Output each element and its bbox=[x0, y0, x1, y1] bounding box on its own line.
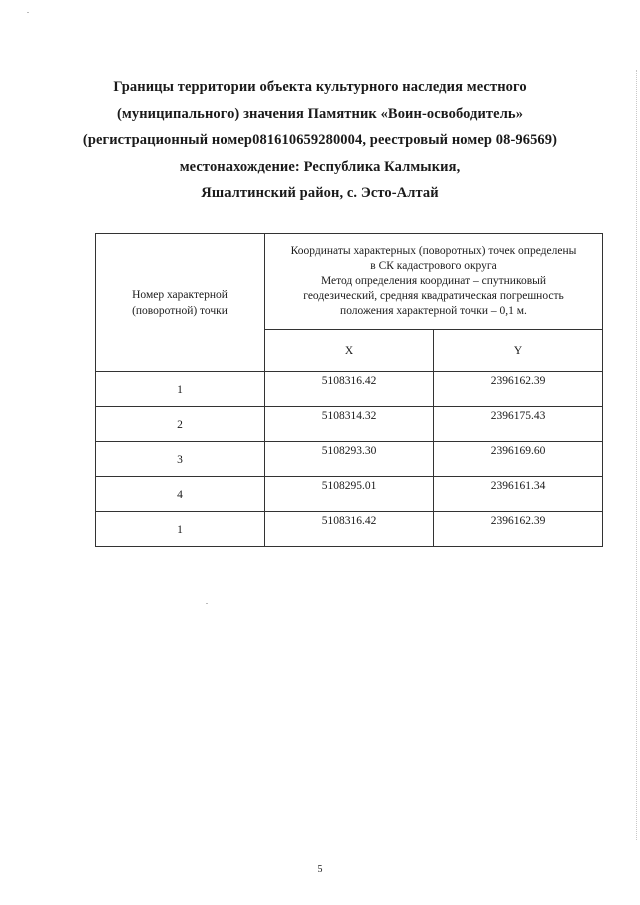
point-number: 1 bbox=[96, 512, 265, 547]
coordinates-description-header bbox=[265, 234, 603, 330]
point-number: 3 bbox=[96, 442, 265, 477]
table-row bbox=[96, 477, 603, 512]
point-number: 2 bbox=[96, 407, 265, 442]
x-coordinate: 5108314.32 bbox=[265, 407, 434, 442]
scan-speck bbox=[206, 603, 208, 604]
table-header-row bbox=[96, 234, 603, 330]
heading-line: (муниципального) значения Памятник «Воин-освободитель» bbox=[116, 105, 524, 122]
header-line: в СК кадастрового округа bbox=[370, 260, 497, 272]
heading-line: Границы территории объекта культурного наследия местного bbox=[113, 79, 527, 95]
y-coordinate: 2396162.39 bbox=[434, 512, 603, 547]
page-number: 5 bbox=[317, 864, 323, 875]
heading-line: (регистрационный номер081610659280004, реестровый номер 08-96569) bbox=[82, 132, 558, 148]
y-coordinate: 2396175.43 bbox=[434, 407, 603, 442]
header-line: Метод определения координат – спутниковый bbox=[320, 275, 547, 287]
document-heading bbox=[60, 74, 580, 207]
header-line: геодезический, средняя квадратическая погрешность bbox=[303, 290, 564, 302]
header-line: Координаты характерных (поворотных) точек определены bbox=[290, 245, 577, 257]
scan-speck bbox=[27, 12, 29, 13]
header-line: Номер характерной bbox=[132, 288, 228, 301]
point-number-header bbox=[96, 234, 265, 372]
x-coordinate: 5108316.42 bbox=[265, 372, 434, 407]
y-coordinate: 2396161.34 bbox=[434, 477, 603, 512]
table-row bbox=[96, 512, 603, 547]
x-coordinate: 5108295.01 bbox=[265, 477, 434, 512]
x-coordinate: 5108316.42 bbox=[265, 512, 434, 547]
header-line: (поворотной) точки bbox=[132, 304, 228, 317]
table-row bbox=[96, 442, 603, 477]
x-column-header: X bbox=[265, 330, 434, 372]
table-row bbox=[96, 407, 603, 442]
y-coordinate: 2396162.39 bbox=[434, 372, 603, 407]
heading-line: местонахождение: Республика Калмыкия, bbox=[179, 158, 461, 175]
heading-line: Яшалтинский район, с. Эсто-Алтай bbox=[201, 185, 439, 201]
table-row bbox=[96, 372, 603, 407]
x-coordinate: 5108293.30 bbox=[265, 442, 434, 477]
point-number: 1 bbox=[96, 372, 265, 407]
y-coordinate: 2396169.60 bbox=[434, 442, 603, 477]
coordinates-table bbox=[95, 233, 603, 547]
header-line: положения характерной точки – 0,1 м. bbox=[340, 305, 527, 317]
y-column-header: Y bbox=[434, 330, 603, 372]
point-number: 4 bbox=[96, 477, 265, 512]
scan-edge-line bbox=[636, 70, 637, 840]
